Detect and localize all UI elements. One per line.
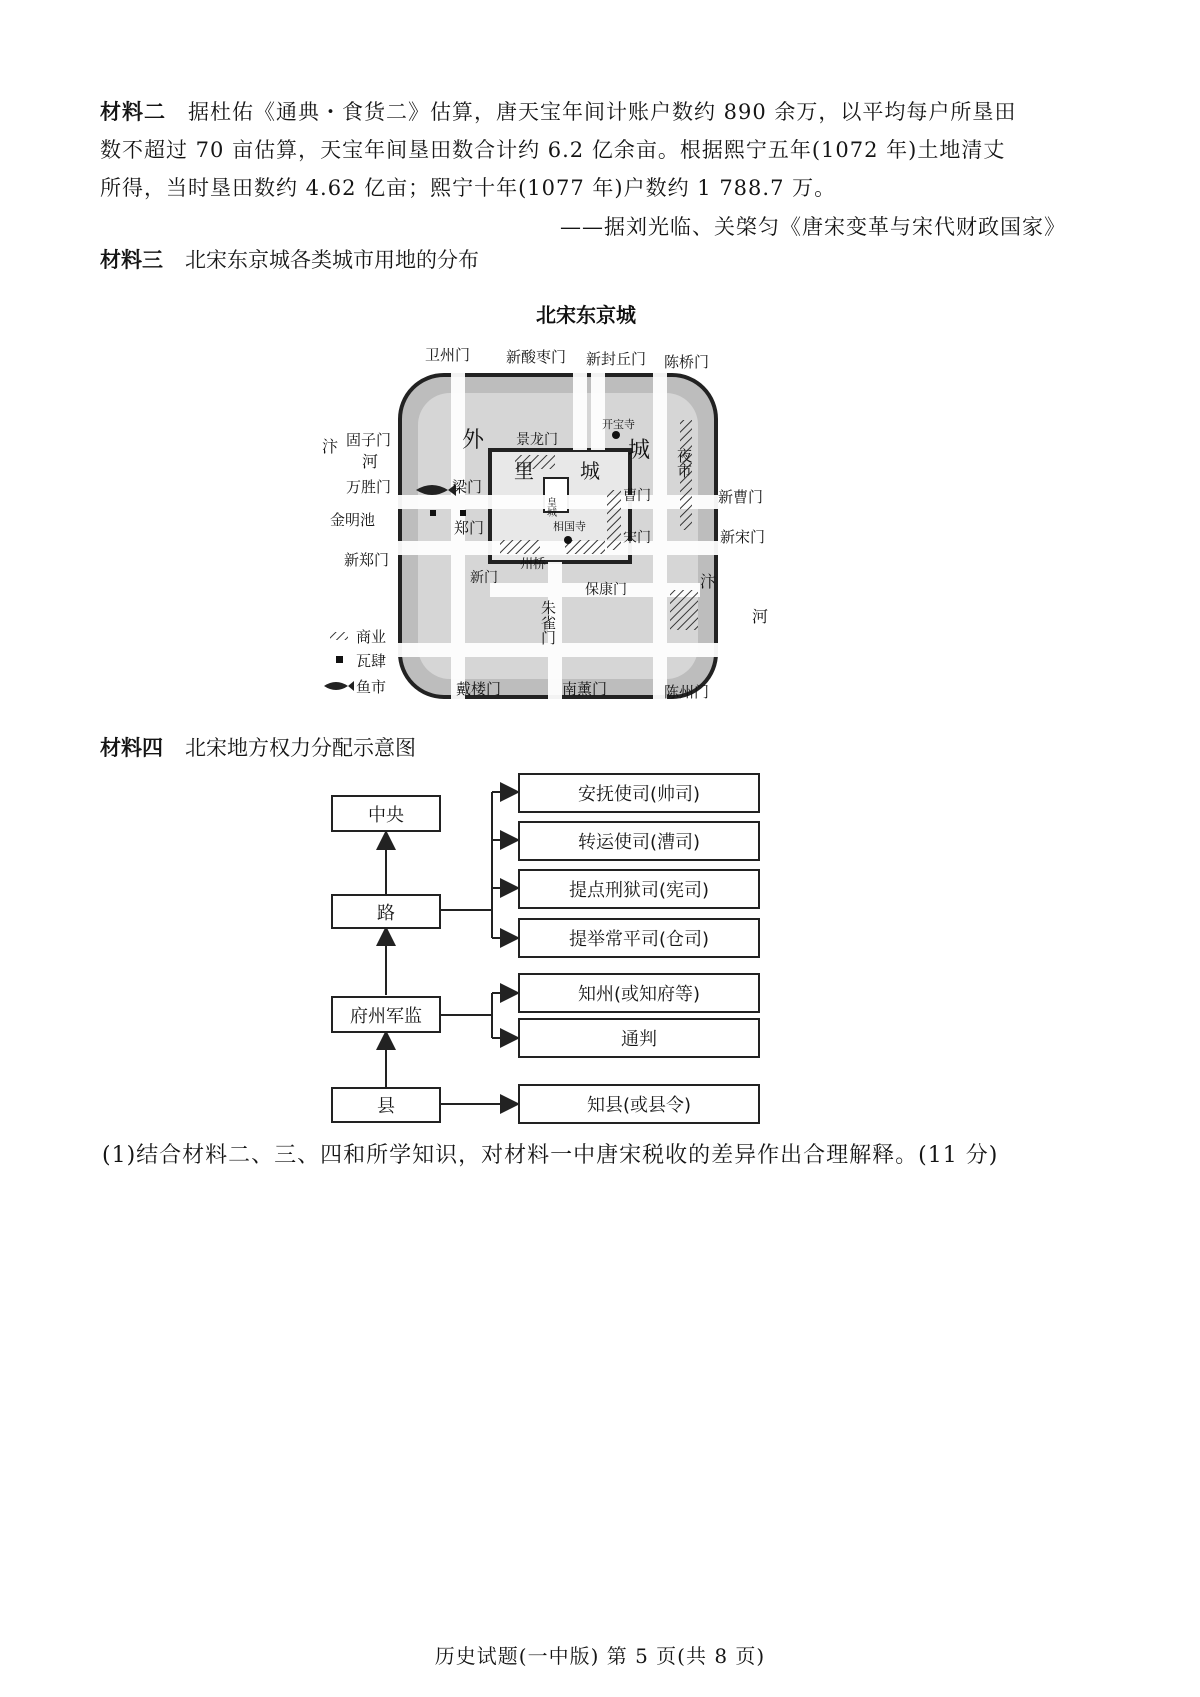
gate-nanxun: 南薰门 — [562, 680, 608, 698]
gate-xinsuanzao: 新酸枣门 — [506, 348, 567, 366]
material4-title: 北宋地方权力分配示意图 — [185, 736, 416, 760]
label-palace: 皇城 — [544, 497, 556, 517]
gate-chenzhou: 陈州门 — [664, 683, 710, 701]
material2-source: ——据刘光临、关棨匀《唐宋变革与宋代财政国家》 — [560, 215, 1066, 239]
question-1: (1)结合材料二、三、四和所学知识，对材料一中唐宋税收的差异作出合理解释。(11 分) — [102, 1143, 999, 1168]
gate-jinglong: 景龙门 — [516, 432, 558, 448]
gate-baokang: 保康门 — [585, 582, 627, 598]
gate-chenqiao: 陈桥门 — [664, 353, 710, 371]
page-footer: 历史试题(一中版) 第 5 页(共 8 页) — [434, 1644, 766, 1668]
gate-xincao: 新曹门 — [718, 488, 764, 506]
material2-text-1: 据杜佑《通典・食货二》估算，唐天宝年间计账户数约 890 余万，以平均每户所垦田 — [188, 100, 1017, 124]
label-outer-2: 城 — [628, 438, 651, 463]
gate-xinmen: 新门 — [470, 570, 498, 586]
material2-line3: 所得，当时垦田数约 4.62 亿亩；熙宁十年(1077 年)户数约 1 788.7 万。 — [100, 176, 837, 200]
prefecture-box: 府州军监 — [331, 996, 441, 1033]
office-zhuanyun: 转运使司(漕司) — [518, 821, 760, 861]
material2-label: 材料二 — [100, 100, 166, 124]
material2-line2: 数不超过 70 亩估算，天宝年间垦田数合计约 6.2 亿余亩。根据熙宁五年(1072 年)土地清丈 — [100, 138, 1006, 162]
legend-washi: 瓦肆 — [356, 652, 387, 670]
gate-guzi: 固子门 — [346, 431, 392, 449]
gate-song: 宋门 — [623, 530, 651, 546]
label-he-river-2: 河 — [752, 607, 769, 626]
label-zhuque: 朱雀门 — [539, 600, 557, 645]
gate-liang: 梁门 — [452, 478, 483, 496]
label-xiangguo: 相国寺 — [553, 520, 586, 533]
gate-wansheng: 万胜门 — [346, 478, 392, 496]
circuit-box: 路 — [331, 894, 441, 929]
gate-zheng: 郑门 — [454, 519, 485, 537]
office-tidian: 提点刑狱司(宪司) — [518, 869, 760, 909]
gate-xinfengqiu: 新封丘门 — [586, 350, 647, 368]
label-bian-river-2: 汴 — [700, 572, 717, 591]
label-he-river: 河 — [362, 452, 379, 471]
label-night-market: 夜市 — [675, 448, 693, 478]
gate-xinsong: 新宋门 — [720, 528, 766, 546]
gate-dailou: 戴楼门 — [456, 680, 502, 698]
label-outer-1: 外 — [462, 428, 485, 453]
gate-weizhou: 卫州门 — [425, 346, 471, 364]
label-kaibao: 开宝寺 — [602, 418, 635, 431]
office-tongpan: 通判 — [518, 1018, 760, 1058]
label-jinming: 金明池 — [330, 511, 376, 529]
legend-fish-market: 鱼市 — [356, 678, 387, 696]
label-inner-1: 里 — [514, 459, 534, 483]
office-tiju: 提举常平司(仓司) — [518, 918, 760, 958]
office-anfu: 安抚使司(帅司) — [518, 773, 760, 813]
county-box: 县 — [331, 1087, 441, 1123]
office-zhizhou: 知州(或知府等) — [518, 973, 760, 1013]
office-zhixian: 知县(或县令) — [518, 1084, 760, 1124]
label-inner-2: 城 — [580, 459, 600, 483]
label-bian-river: 汴 — [322, 437, 339, 456]
material3-title: 北宋东京城各类城市用地的分布 — [185, 248, 479, 272]
gate-xinzheng: 新郑门 — [344, 551, 390, 569]
legend-commerce: 商业 — [356, 628, 387, 646]
material3-label: 材料三 — [100, 248, 163, 272]
material4-label: 材料四 — [100, 736, 163, 760]
map-title: 北宋东京城 — [536, 303, 636, 327]
label-zhouqiao: 州桥 — [520, 557, 547, 572]
central-box: 中央 — [331, 795, 441, 832]
gate-cao: 曹门 — [623, 488, 651, 504]
